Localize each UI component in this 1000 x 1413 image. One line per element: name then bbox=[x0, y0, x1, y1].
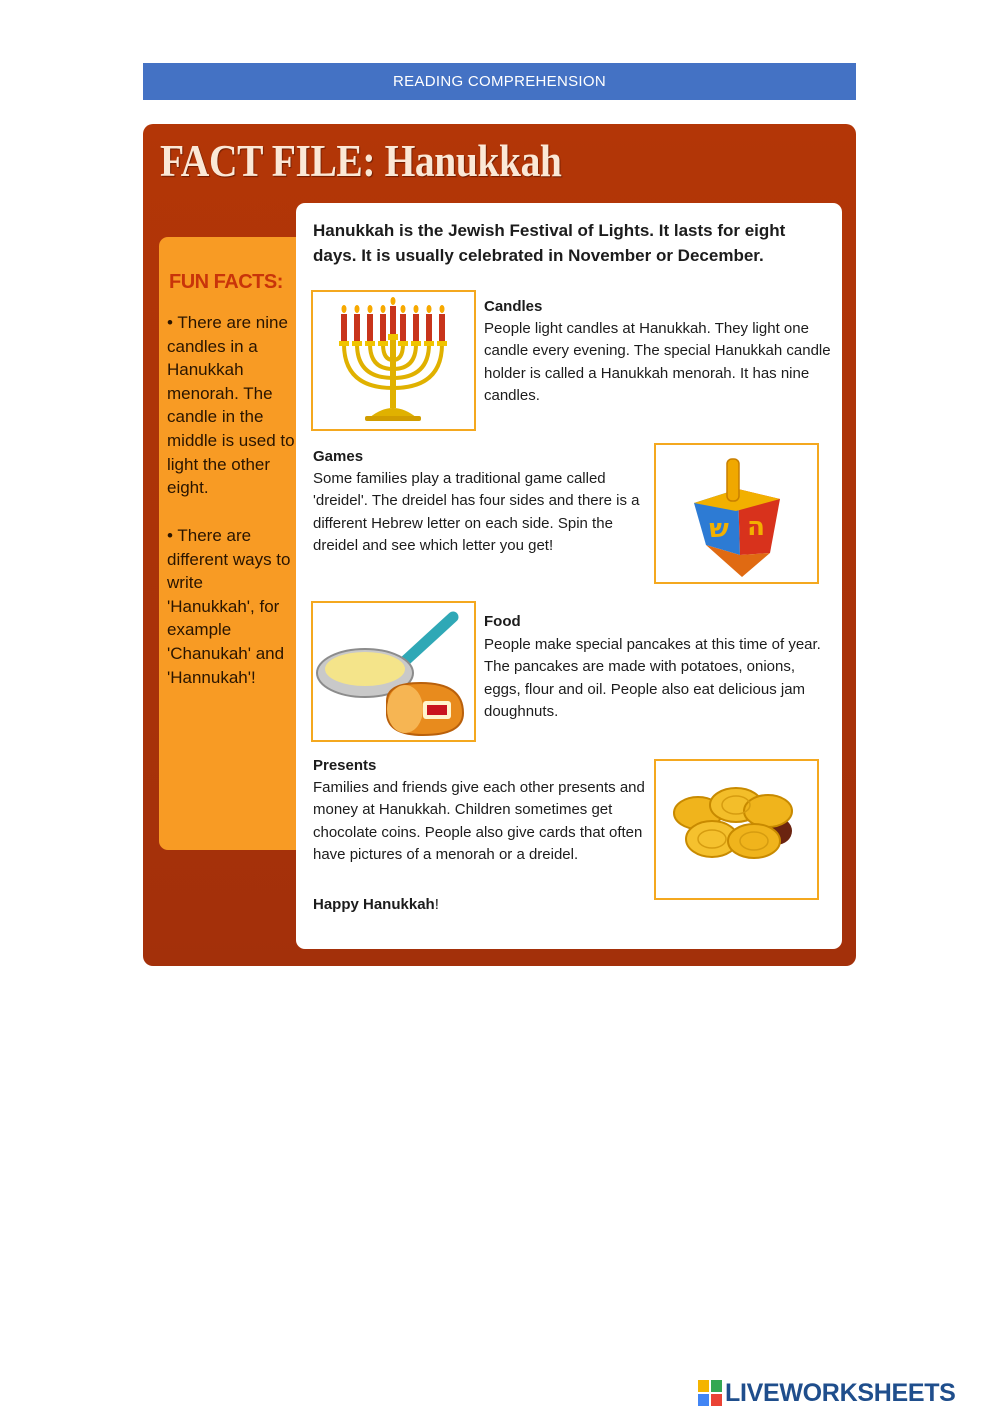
closing-rest: ! bbox=[434, 896, 439, 913]
fun-facts-heading: FUN FACTS: bbox=[169, 271, 283, 293]
section-title-candles: Candles bbox=[484, 298, 543, 315]
section-text-presents: Families and friends give each other presents and money at Hanukkah. Children sometimes get chocolate coins. People also give cards that often have pictures of a menorah or a dreidel. bbox=[313, 779, 645, 864]
liveworksheets-logo bbox=[698, 1378, 956, 1408]
fun-fact-1: • There are nine candles in a Hanukkah menorah. The candle in the middle is used to light the other eight. bbox=[167, 313, 295, 498]
svg-text:ש: ש bbox=[709, 514, 729, 544]
svg-text:ה: ה bbox=[747, 512, 765, 542]
section-text-candles: People light candles at Hanukkah. They light one candle every evening. The special Hanukkah candle holder is called a Hanukkah menorah. It has nine candles. bbox=[484, 320, 831, 405]
liveworksheets-logo-icon bbox=[698, 1380, 722, 1406]
section-title-food: Food bbox=[484, 613, 521, 630]
section-text-food: People make special pancakes at this time of year. The pancakes are made with potatoes, onions, eggs, flour and oil. People also eat delicious jam doughnuts. bbox=[484, 636, 821, 721]
fun-fact-2: • There are different ways to write 'Hanukkah', for example 'Chanukah' and 'Hannukah'! bbox=[167, 526, 291, 687]
menorah-icon bbox=[311, 290, 476, 431]
closing-line bbox=[313, 896, 439, 913]
liveworksheets-brand: LIVEWORKSHEETS bbox=[725, 1378, 956, 1407]
intro-text: Hanukkah is the Jewish Festival of Lights. It lasts for eight days. It is usually celebrated in November or December. bbox=[313, 221, 786, 265]
pancake-pan-icon bbox=[311, 601, 476, 742]
dreidel-icon bbox=[654, 443, 819, 584]
chocolate-coins-icon bbox=[654, 759, 819, 900]
section-title-games: Games bbox=[313, 448, 364, 465]
reading-comprehension-banner: READING COMPREHENSION bbox=[143, 63, 856, 100]
fact-file-title: FACT FILE: Hanukkah bbox=[160, 135, 562, 186]
section-title-presents: Presents bbox=[313, 757, 377, 774]
closing-bold: Happy Hanukkah bbox=[313, 896, 435, 913]
section-text-games: Some families play a traditional game called 'dreidel'. The dreidel has four sides and there is a different Hebrew letter on each side. Spin the dreidel and see which letter you get! bbox=[313, 470, 640, 555]
